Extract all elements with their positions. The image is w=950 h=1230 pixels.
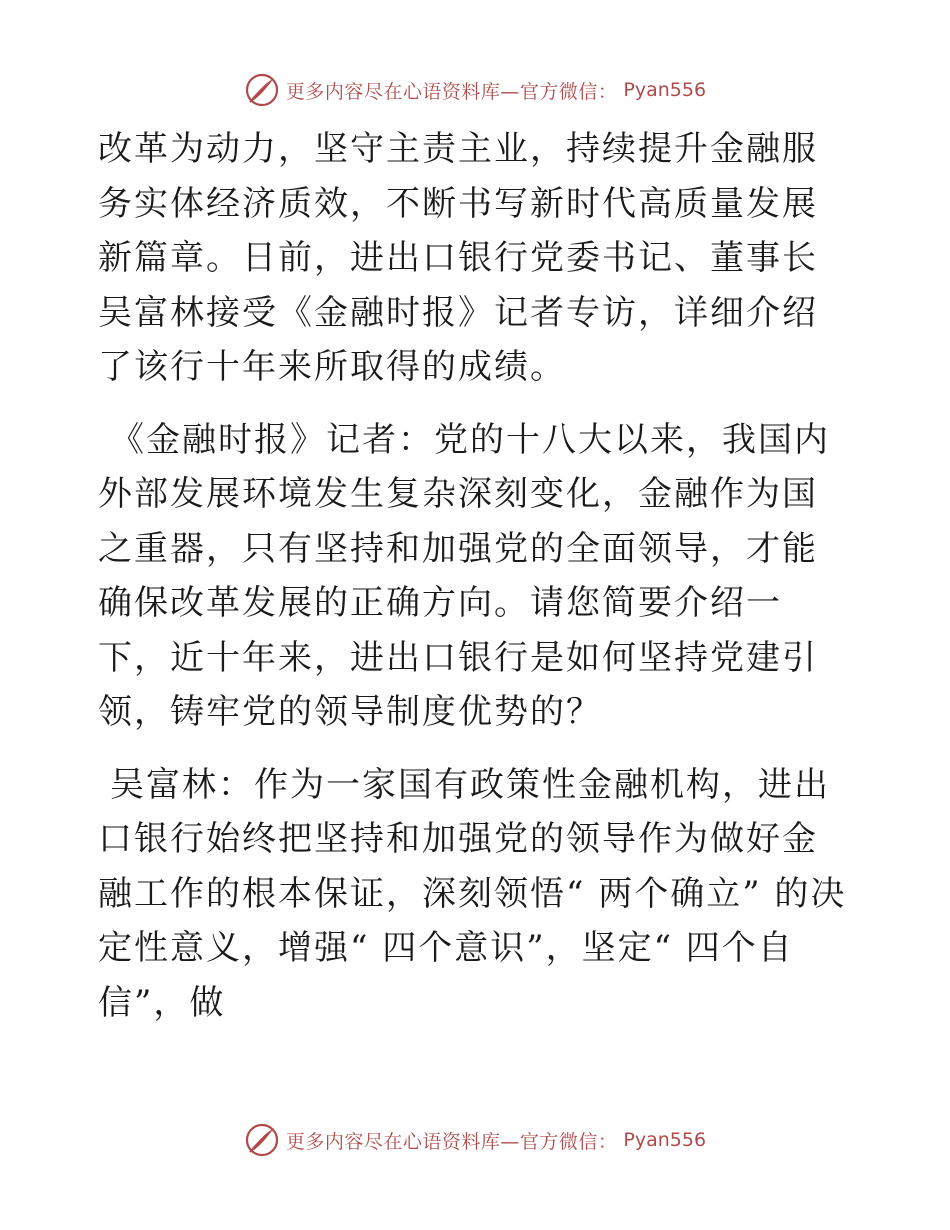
paragraph-3: 吴富林：作为一家国有政策性金融机构，进出口银行始终把坚持和加强党的领导作为做好金融工作的根本保证，深刻领悟“ 两个确立” 的决定性意义，增强“ 四个意识”，坚定“ 四个自信”，做 xyxy=(98,764,847,1023)
header-watermark xyxy=(0,72,950,108)
quill-logo-icon xyxy=(244,1122,280,1158)
watermark-handle: Pyan556 xyxy=(623,1129,707,1151)
document-body xyxy=(98,122,850,1030)
watermark-handle: Pyan556 xyxy=(623,79,707,101)
footer-watermark xyxy=(0,1122,950,1158)
paragraph-1: 改革为动力，坚守主责主业，持续提升金融服务实体经济质效，不断书写新时代高质量发展新篇章。日前，进出口银行党委书记、董事长吴富林接受《金融时报》记者专访，详细介绍了该行十年来所取得的成绩。 xyxy=(98,129,818,387)
quill-logo-icon xyxy=(244,72,280,108)
watermark-text: 更多内容尽在心语资料库—官方微信： xyxy=(285,1130,618,1153)
watermark-text: 更多内容尽在心语资料库—官方微信： xyxy=(285,80,618,103)
paragraph-2: 《金融时报》记者：党的十八大以来，我国内外部发展环境发生复杂深刻变化，金融作为国之重器，只有坚持和加强党的全面领导，才能确保改革发展的正确方向。请您简要介绍一下，近十年来，进出口银行是如何坚持党建引领，铸牢党的领导制度优势的？ xyxy=(98,419,830,732)
